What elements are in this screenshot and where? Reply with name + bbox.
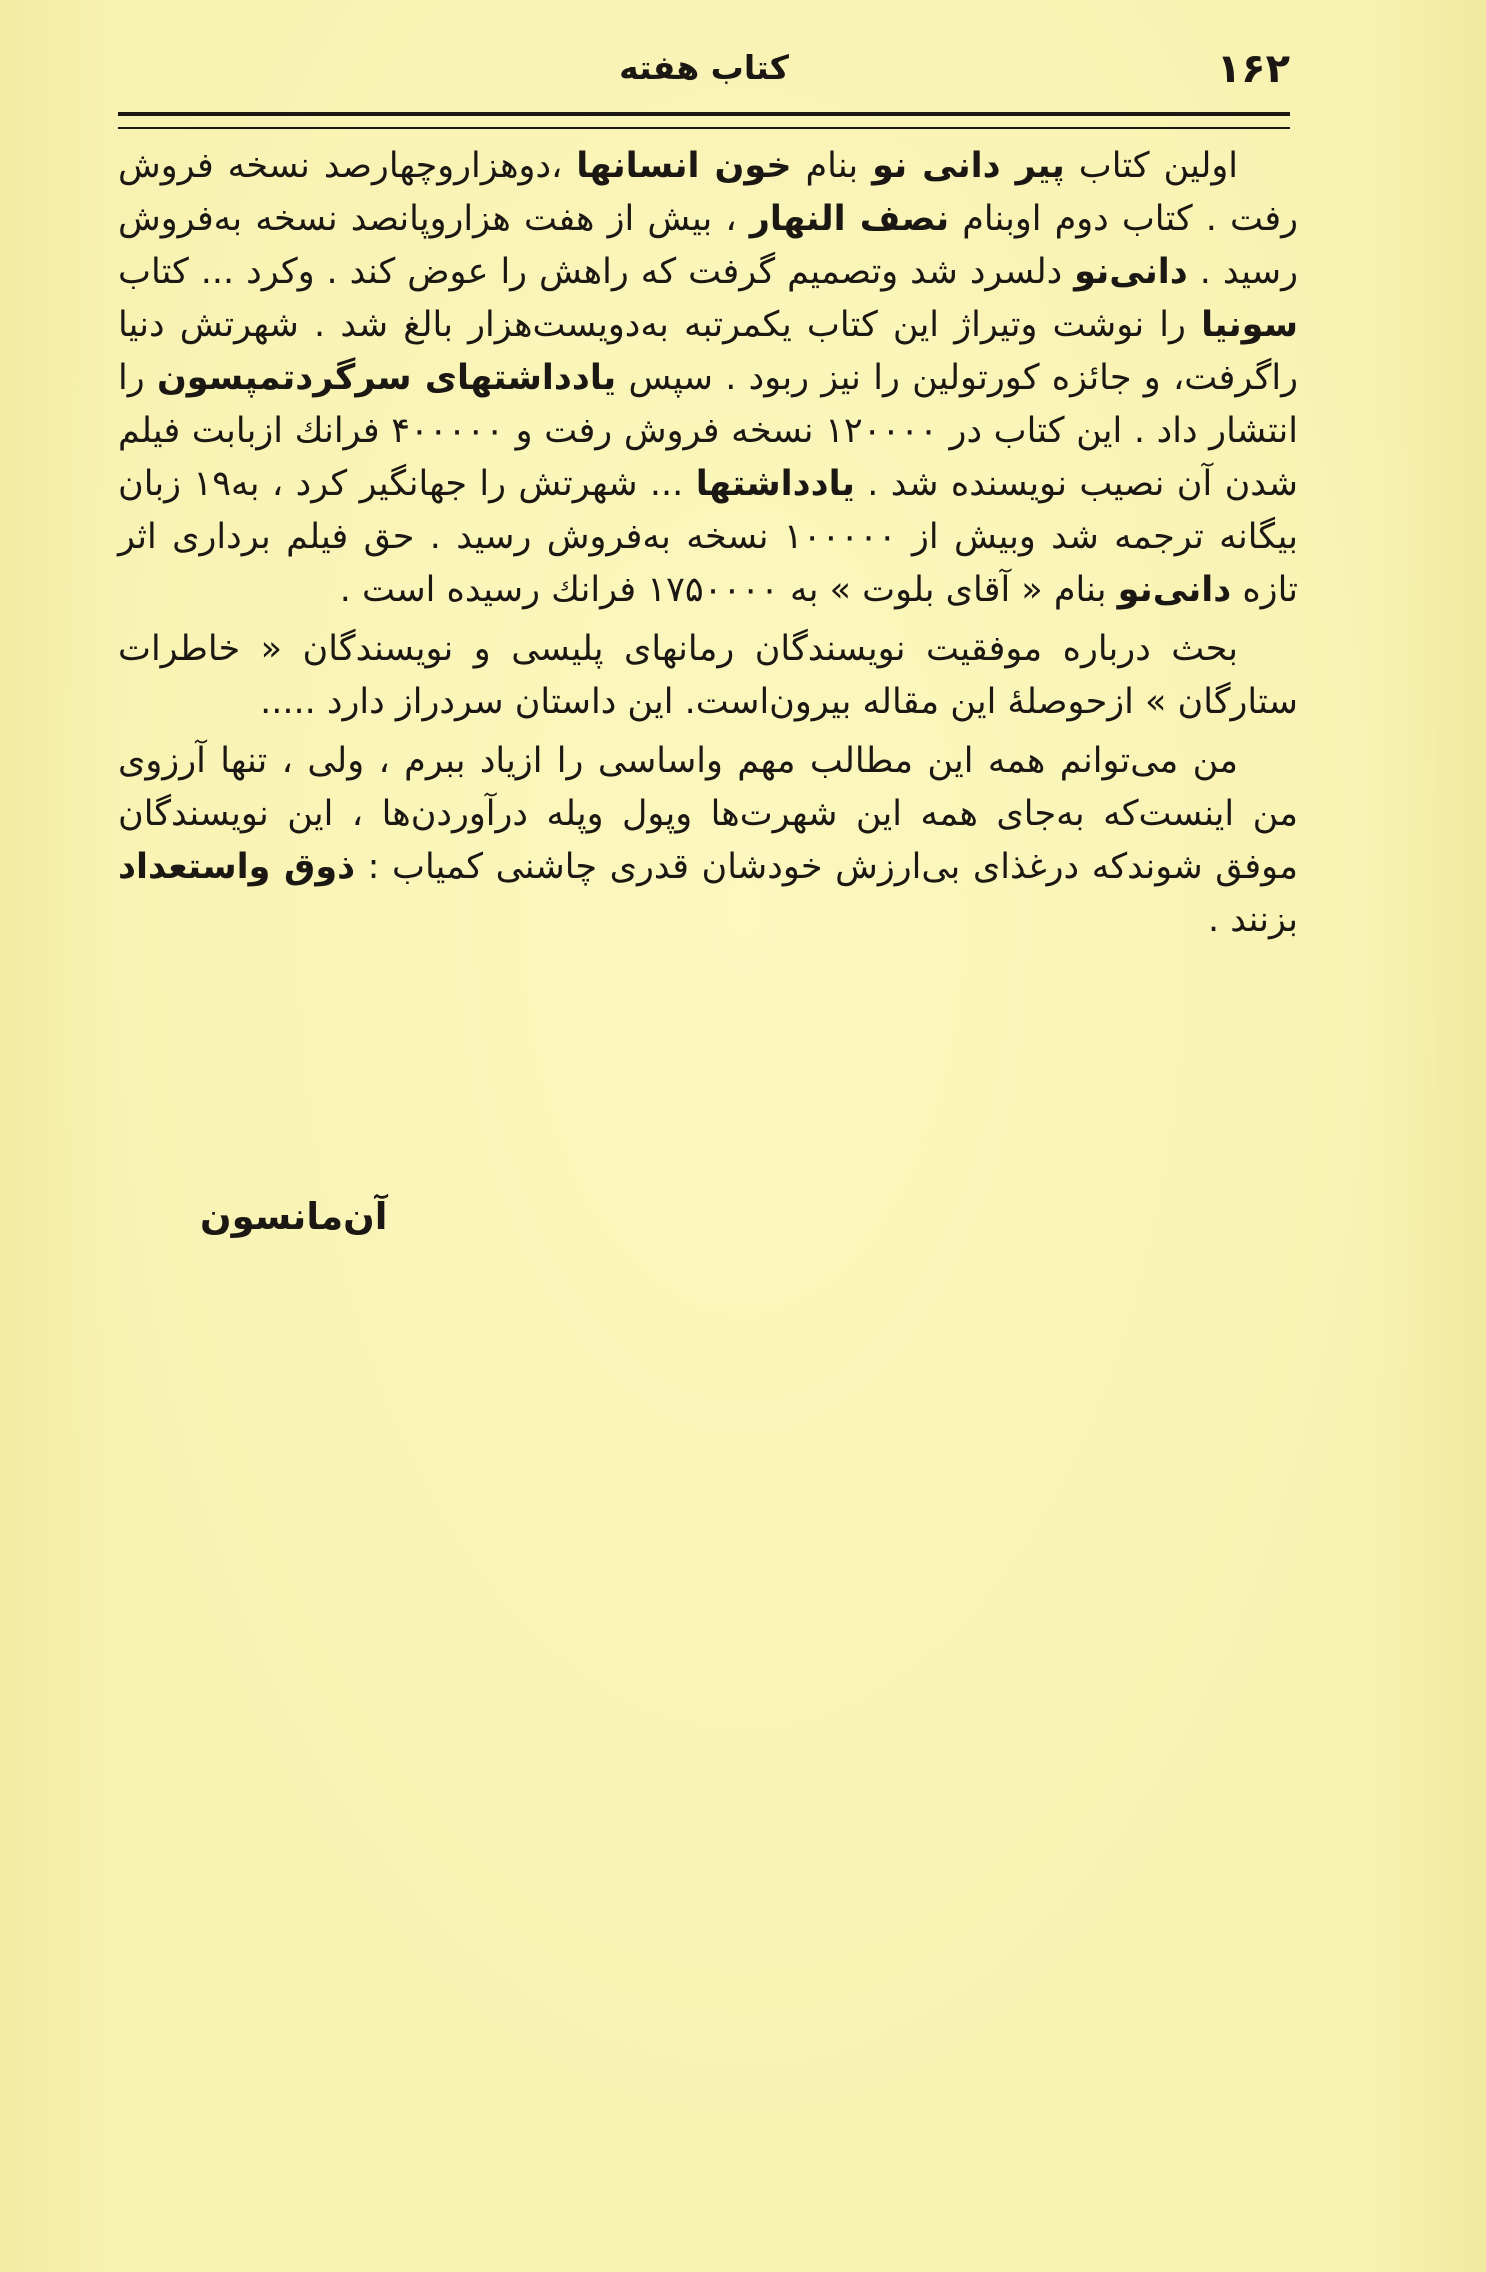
text-run: ،دوهزاروچهارصد نسخه فروش رفت . کتاب دوم اوبنام — [118, 146, 1299, 239]
article-body — [118, 140, 1298, 953]
text-run: ، بیش از هفت هزاروپانصد نسخه به‌فروش رسید . — [118, 199, 1298, 292]
book-title: کتاب هفته — [619, 48, 789, 87]
emphasized-text: سونیا — [1201, 305, 1298, 345]
paragraph-3 — [118, 735, 1298, 947]
text-run: را نوشت وتیراژ این کتاب یکمرتبه به‌دویست‌هزار بالغ شد . شهرتش دنیا راگرفت، و جائزه کورتولین را نیز ربود . سپس — [118, 305, 1298, 398]
text-run: بزنند . — [1208, 900, 1298, 940]
running-header — [118, 38, 1290, 98]
text-run: دلسرد شد وتصمیم گرفت که راهش را عوض کند . وکرد ... کتاب — [118, 252, 1075, 292]
text-run: بحث درباره موفقیت نویسندگان رمانهای پلیسی و نویسندگان « خاطرات ستارگان » ازحوصلهٔ این مقاله بیرون‌است. این داستان سردراز دارد ..... — [118, 629, 1298, 722]
page-number: ۱۶۲ — [1216, 46, 1290, 92]
emphasized-text: دانی‌نو — [1074, 252, 1188, 292]
emphasized-text: نصف النهار — [749, 199, 950, 239]
emphasized-text: یادداشتها — [695, 464, 855, 504]
header-rule-thin — [118, 127, 1290, 129]
emphasized-text: دانی‌نو — [1117, 570, 1232, 610]
emphasized-text: خون انسانها — [576, 146, 792, 186]
text-run: ... شهرتش را جهانگیر کرد ، به۱۹ زبان بیگانه ترجمه شد وبیش از ۱۰۰۰۰۰ نسخه به‌فروش رسید . حق فیلم برداری اثر تازه — [118, 464, 1298, 610]
emphasized-text: یادداشتهای سرگردتمپسون — [156, 358, 617, 398]
text-run: اولین کتاب — [1064, 146, 1239, 186]
emphasized-text: پیر دانی نو — [872, 146, 1065, 186]
emphasized-text: ذوق واستعداد — [118, 847, 356, 887]
author-signature: آن‌مانسون — [200, 1195, 388, 1238]
text-run: بنام « آقای بلوت » به ۱۷۵۰۰۰۰ فرانك رسیده است . — [339, 570, 1118, 610]
text-run: را انتشار داد . این کتاب در ۱۲۰۰۰۰ نسخه فروش رفت و ۴۰۰۰۰۰ فرانك ازبابت فیلم شدن آن نصیب نویسنده شد . — [118, 358, 1298, 504]
text-run: بنام — [791, 146, 873, 186]
paragraph-2 — [118, 623, 1298, 729]
header-rule-thick — [118, 112, 1290, 116]
paragraph-1 — [118, 140, 1298, 617]
text-run: من می‌توانم همه این مطالب مهم واساسی را ازیاد ببرم ، ولی ، تنها آرزوی من اینست‌که به‌جای همه این شهرت‌ها وپول وپله درآوردن‌ها ، این نویسندگان موفق شوندکه درغذای بی‌ارزش خودشان قدری چاشنی کمیاب : — [118, 741, 1298, 887]
